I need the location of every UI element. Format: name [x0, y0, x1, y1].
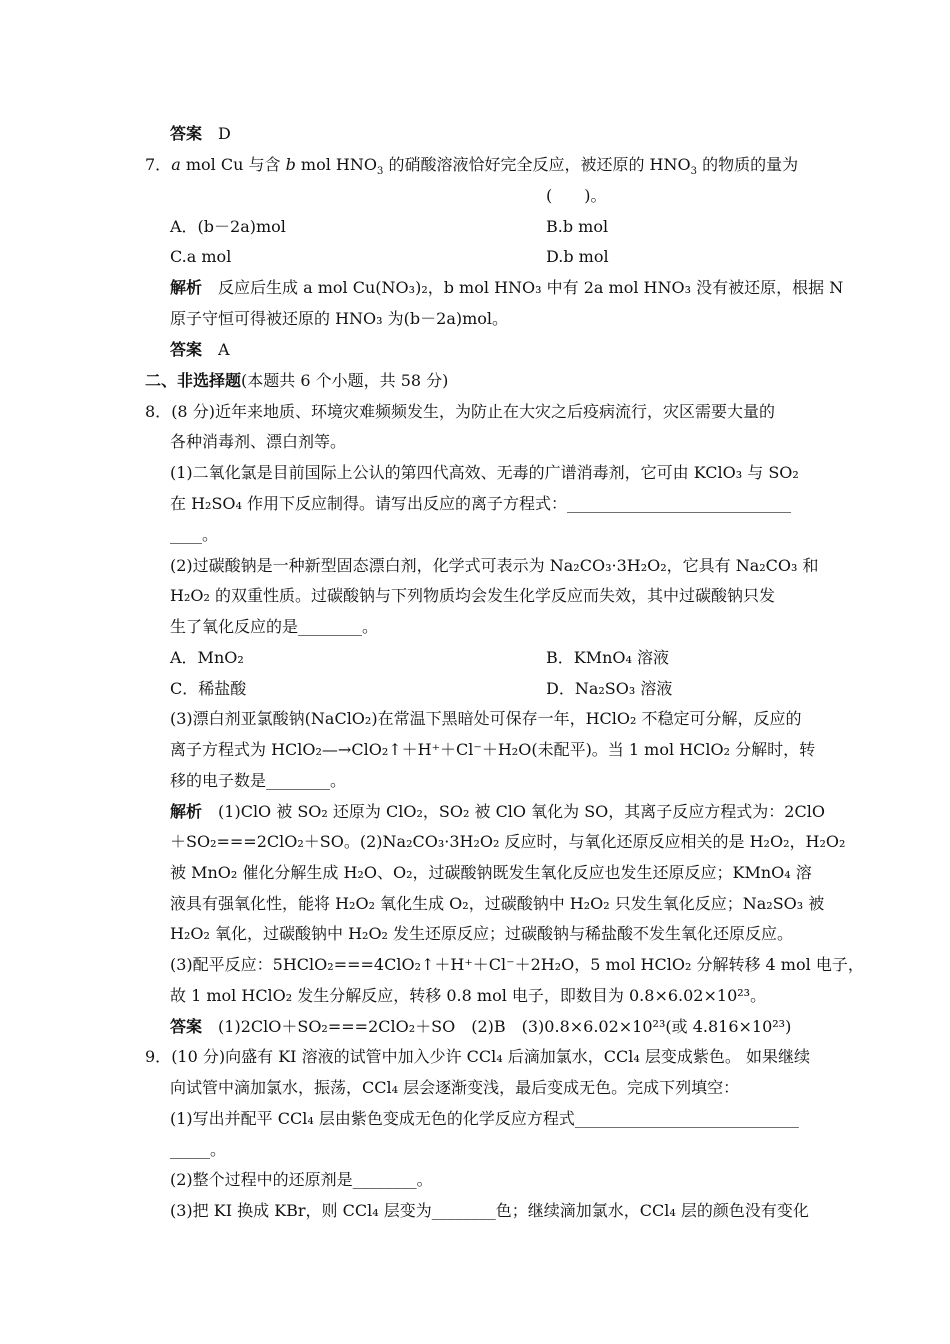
q8-part2: (2)过碳酸钠是一种新型固态漂白剂，化学式可表示为 Na₂CO₃·3H₂O₂，它具有 Na₂CO₃ 和: [170, 556, 819, 575]
q8-part3-blank: 移的电子数是________。: [170, 771, 347, 790]
answer-value: (1)2ClO＋SO₂===2ClO₂＋SO (2)B (3)0.8×6.02×10²³(或 4.816×10²³): [218, 1017, 792, 1036]
q9-intro: [145, 1047, 810, 1067]
q7-option-b: B.b mol: [546, 217, 609, 236]
q8-analysis-line: 被 MnO₂ 催化分解生成 H₂O、O₂，过碳酸钠既发生氧化反应也发生还原反应；KMnO₄ 溶: [170, 863, 812, 882]
q7-answer: [170, 340, 230, 360]
q8-analysis-line: 液具有强氧化性，能将 H₂O₂ 氧化生成 O₂，过碳酸钠中 H₂O₂ 只发生氧化反应；Na₂SO₃ 被: [170, 894, 825, 913]
q8-part2-blank: 生了氧化反应的是________。: [170, 617, 379, 636]
q8-option-c: C．稀盐酸: [170, 679, 247, 698]
answer-value: A: [218, 340, 230, 359]
answer-value: D: [218, 124, 231, 143]
q8-part1-cont: 在 H₂SO₄ 作用下反应制得。请写出反应的离子方程式：____________________________: [170, 494, 792, 513]
analysis-label: 解析: [170, 278, 203, 297]
subscript: 3: [376, 166, 384, 178]
question-number: 8．: [145, 402, 172, 421]
q7-analysis-cont: 原子守恒可得被还原的 HNO₃ 为(b－2a)mol。: [170, 309, 509, 328]
var-a: a: [171, 155, 181, 174]
q7-option-d: D.b mol: [546, 247, 609, 266]
q9-intro-cont: 向试管中滴加氯水，振荡，CCl₄ 层会逐渐变浅，最后变成无色。完成下列填空：: [170, 1078, 740, 1097]
answer-label: 答案: [170, 124, 203, 143]
q9-part2: (2)整个过程中的还原剂是________。: [170, 1170, 433, 1189]
var-b: b: [285, 155, 296, 174]
q7-option-a: A．(b－2a)mol: [170, 217, 286, 236]
q6-answer: [170, 124, 231, 144]
answer-label: 答案: [170, 1017, 203, 1036]
q8-part1-blank: ____。: [170, 525, 219, 544]
q8-analysis: [170, 802, 825, 822]
q8-analysis-line: (3)配平反应：5HClO₂===4ClO₂↑＋H⁺＋Cl⁻＋2H₂O，5 mol HClO₂ 分解转移 4 mol 电子，: [170, 955, 864, 974]
q8-option-d: D．Na₂SO₃ 溶液: [546, 679, 673, 698]
analysis-text: 反应后生成 a mol Cu(NO₃)₂，b mol HNO₃ 中有 2a mol HNO₃ 没有被还原，根据 N: [218, 278, 844, 297]
q8-part2-cont: H₂O₂ 的双重性质。过碳酸钠与下列物质均会发生化学反应而失效，其中过碳酸钠只发: [170, 586, 775, 605]
q8-analysis-line: 故 1 mol HClO₂ 发生分解反应，转移 0.8 mol 电子，即数目为 0.8×6.02×10²³。: [170, 986, 767, 1005]
section-heading: [145, 371, 448, 391]
q8-intro-cont: 各种消毒剂、漂白剂等。: [170, 432, 347, 451]
question-number: 7．: [145, 155, 172, 174]
q9-part1: (1)写出并配平 CCl₄ 层由紫色变成无色的化学反应方程式____________________________: [170, 1109, 799, 1128]
stem-text: mol Cu 与含: [180, 155, 286, 174]
intro-text: (8 分)近年来地质、环境灾难频频发生，为防止在大灾之后疫病流行，灾区需要大量的: [171, 402, 775, 421]
stem-text: 的硝酸溶液恰好完全反应，被还原的 HNO: [383, 155, 691, 174]
section-title: 二、非选择题: [145, 371, 242, 390]
q7-bracket: ( )。: [546, 186, 607, 205]
analysis-label: 解析: [170, 802, 203, 821]
q9-part1-blank: _____。: [170, 1140, 227, 1159]
q8-analysis-line: H₂O₂ 氧化，过碳酸钠中 H₂O₂ 发生还原反应；过碳酸钠与稀盐酸不发生氧化还原反应。: [170, 924, 794, 943]
q7-stem: [145, 155, 799, 178]
section-note: (本题共 6 个小题，共 58 分): [241, 371, 449, 390]
stem-text: 的物质的量为: [696, 155, 799, 174]
subscript: 3: [690, 166, 697, 178]
q8-analysis-line: ＋SO₂===2ClO₂＋SO。(2)Na₂CO₃·3H₂O₂ 反应时，与氧化还原反应相关的是 H₂O₂，H₂O₂: [170, 832, 846, 851]
q9-part3: (3)把 KI 换成 KBr，则 CCl₄ 层变为________色；继续滴加氯水，CCl₄ 层的颜色没有变化: [170, 1201, 809, 1220]
q8-part3-cont: 离子方程式为 HClO₂—→ClO₂↑＋H⁺＋Cl⁻＋H₂O(未配平)。当 1 mol HClO₂ 分解时，转: [170, 740, 816, 759]
q8-part1: (1)二氧化氯是目前国际上公认的第四代高效、无毒的广谱消毒剂，它可由 KClO₃ 与 SO₂: [170, 463, 799, 482]
stem-text: mol HNO: [295, 155, 377, 174]
q8-answer: [170, 1017, 791, 1037]
q8-option-a: A．MnO₂: [170, 648, 244, 667]
analysis-text: (1)ClO 被 SO₂ 还原为 ClO₂，SO₂ 被 ClO 氧化为 SO，其离子反应方程式为：2ClO: [218, 802, 825, 821]
answer-label: 答案: [170, 340, 203, 359]
q7-analysis: [170, 278, 843, 298]
question-number: 9．: [145, 1047, 172, 1066]
intro-text: (10 分)向盛有 KI 溶液的试管中加入少许 CCl₄ 后滴加氯水，CCl₄ 层变成紫色。 如果继续: [171, 1047, 810, 1066]
q7-option-c: C.a mol: [170, 247, 232, 266]
q8-intro: [145, 402, 775, 422]
q8-option-b: B．KMnO₄ 溶液: [546, 648, 670, 667]
q8-part3: (3)漂白剂亚氯酸钠(NaClO₂)在常温下黑暗处可保存一年，HClO₂ 不稳定可分解，反应的: [170, 709, 802, 728]
